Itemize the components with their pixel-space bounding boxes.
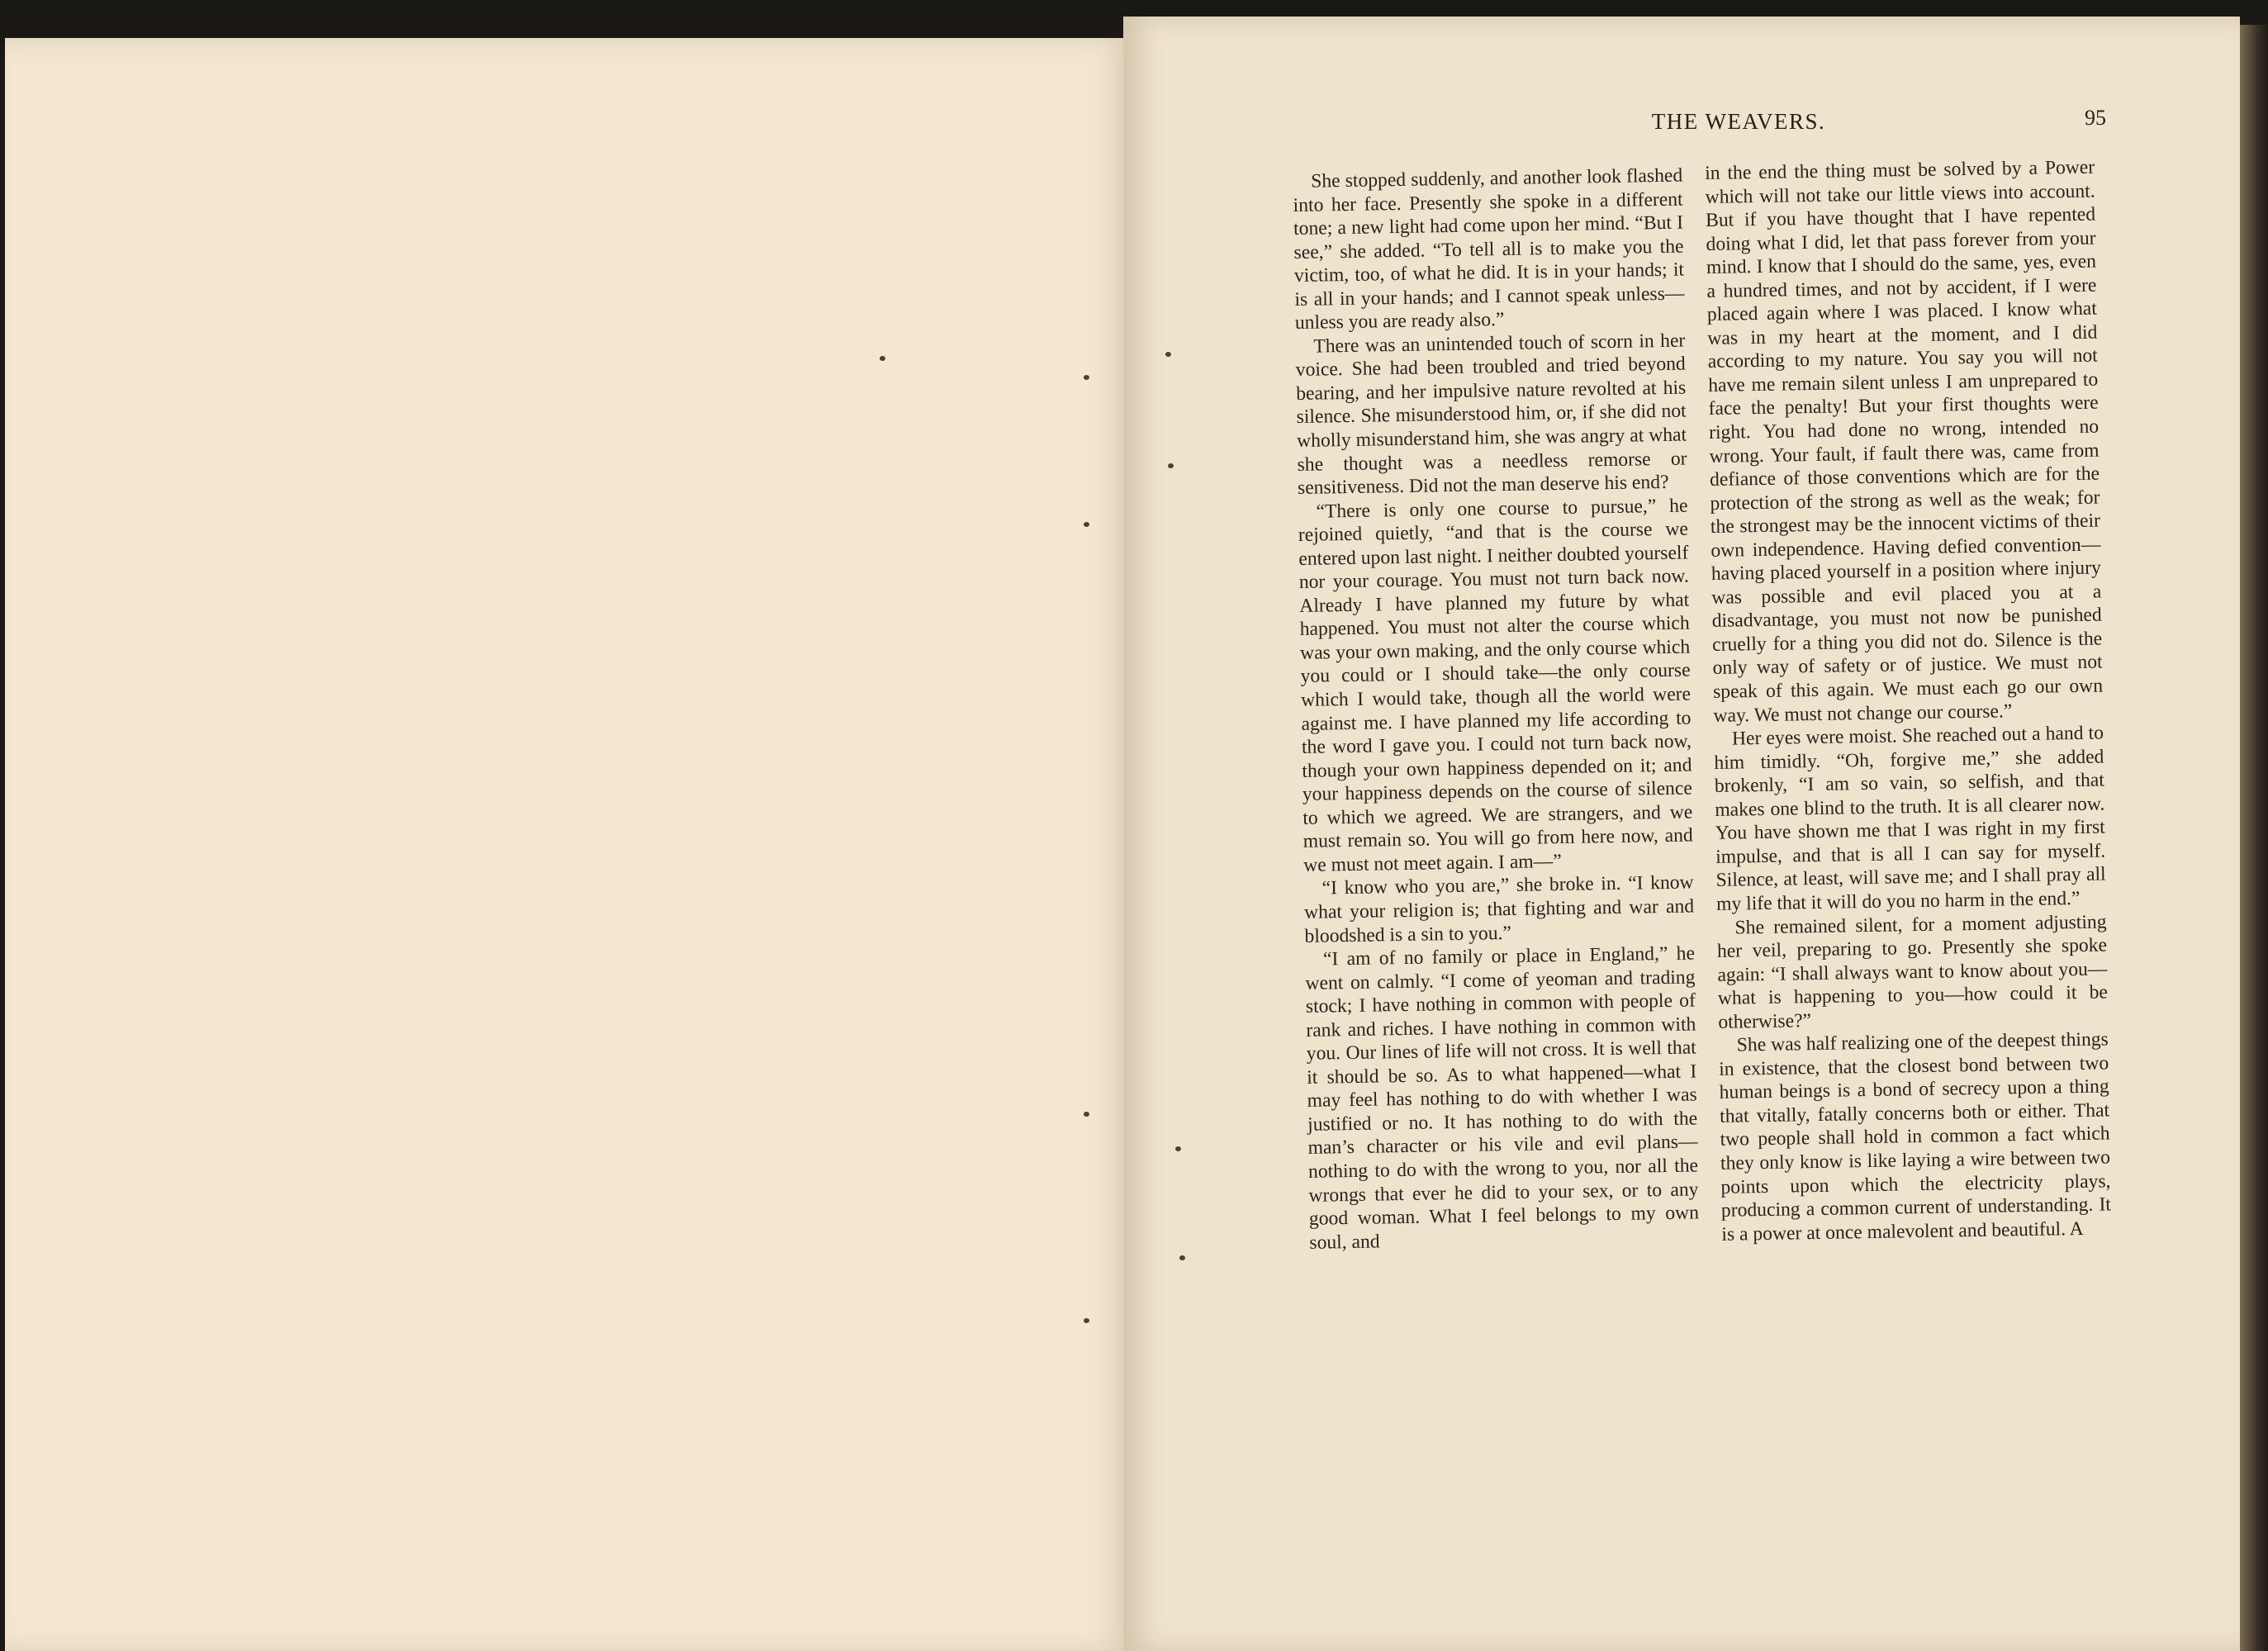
paragraph: She was half realizing one of the deepest things in existence, that the closest bond between two human beings is a bond of secrecy upon a thing that vitally, fatally concerns both or either. That two people shall hold in common a fact which they only know is like laying a wire between two points upon which the electricity plays, producing a common current of understanding. It is a power at once malevolent and beautiful. A: [1719, 1028, 2112, 1245]
binding-hole-mark: [1175, 1146, 1181, 1151]
binding-hole-mark: [1165, 352, 1171, 357]
page-number: 95: [2085, 106, 2106, 130]
paragraph: in the end the thing must be solved by a Power which will not take our little views into account. But if you have thought that I have repented doing what I did, let that pass forever from your mind. I know that I should do the same, yes, even a hundred times, and not by accident, if I were placed again where I was placed. I know what was in my heart at the moment, and I did according to my nature. You say you will not have me remain silent unless I am unprepared to face the penalty! But your first thoughts were right. You had done no wrong, intended no wrong. Your fault, if fault there was, came from defiance of those conventions which are for the protection of the strong as well as the weak; for the strongest may be the innocent victims of their own independence. Having defied convention—having placed yourself in a position where injury was possible and evil placed you at a disadvantage, you must not now be punished cruelly for a thing you did not do. Silence is the only way of safety or of justice. We must not speak of this again. We must each go our own way. We must not change our course.”: [1705, 156, 2104, 727]
binding-hole-mark: [1084, 1112, 1089, 1117]
running-head: THE WEAVERS.: [1651, 109, 1826, 134]
paragraph: There was an unintended touch of scorn in her voice. She had been troubled and tried beyond bearing, and her impulsive nature revolted at his silence. She misunderstood him, or, if she did not wholly misunderstand him, she was angry at what she thought was a needless remorse or sensitiveness. Did not the man deserve his end?: [1295, 330, 1687, 500]
binding-hole-mark: [1084, 522, 1089, 527]
binding-hole-mark: [1084, 1318, 1089, 1323]
text-column-right: [1705, 156, 2112, 1246]
left-page-blank: [5, 38, 1128, 1651]
binding-hole-mark: [880, 356, 885, 361]
paragraph: She remained silent, for a moment adjusting her veil, preparing to go. Presently she spoke again: “I shall always want to know about you—what is happening to you—how could it be otherwise?”: [1716, 910, 2109, 1033]
paragraph: “There is only one course to pursue,” he rejoined quietly, “and that is the course we entered upon last night. I neither doubted yourself nor your courage. You must not turn back now. Already I have planned my future by what happened. You must not alter the course which was your own making, and the only course which you could or I should take—the only course which I would take, though all the world were against me. I have planned my life according to the word I gave you. I could not turn back now, though your own happiness depended on it; and your happiness depends on the course of silence to which we agreed. We are strangers, and we must remain so. You will go from here now, and we must not meet again. I am—”: [1298, 495, 1693, 876]
book-edge: [2240, 25, 2268, 1651]
text-column-left: [1293, 164, 1700, 1255]
paragraph: “I am of no family or place in England,” he went on calmly. “I come of yeoman and trading stock; I have nothing in common with people of rank and riches. I have nothing in common with you. Our lines of life will not cross. It is well that it should be so. As to what happened—what I may feel has nothing to do with whether I was justified or no. It has nothing to do with the man’s character or his vile and evil plans—nothing to do with the wrong to you, nor all the wrongs that ever he did to your sex, or to any good woman. What I feel belongs to my own soul, and: [1305, 942, 1700, 1254]
binding-hole-mark: [1084, 375, 1089, 380]
binding-hole-mark: [1168, 463, 1174, 468]
right-page: [1123, 17, 2240, 1651]
paragraph: She stopped suddenly, and another look flashed into her face. Presently she spoke in a different tone; a new light had come upon her mind. “But I see,” she added. “To tell all is to make you the victim, too, of what he did. It is in your hands; it is all in your hands; and I cannot speak unless—unless you are ready also.”: [1293, 164, 1685, 334]
paragraph: “I know who you are,” she broke in. “I know what your religion is; that fighting and war and bloodshed is a sin to you.”: [1303, 871, 1695, 947]
binding-hole-mark: [1179, 1255, 1185, 1260]
paragraph: Her eyes were moist. She reached out a hand to him timidly. “Oh, forgive me,” she added brokenly, “I am so vain, so selfish, and that makes one blind to the truth. It is all clearer now. You have shown me that I was right in my first impulse, and that is all I can say for myself. Silence, at least, will save me; and I shall pray all my life that it will do you no harm in the end.”: [1714, 722, 2106, 915]
